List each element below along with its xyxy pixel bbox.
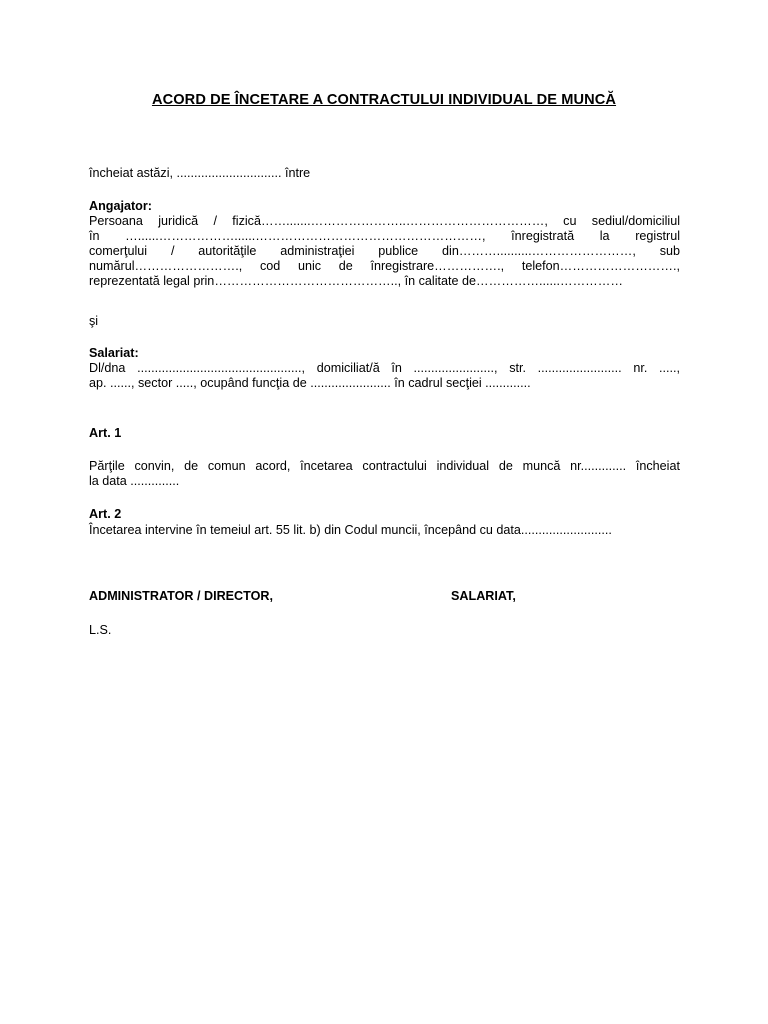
and-word: şi [89, 314, 99, 328]
signature-employee: SALARIAT, [451, 589, 516, 603]
intro-line: încheiat astăzi, .............................. între [89, 166, 311, 180]
art1-heading: Art. 1 [89, 426, 122, 440]
employer-line-4: numărul……………………., cod unic de înregistrare……………., telefon………………………., [89, 259, 680, 273]
art2-heading: Art. 2 [89, 507, 122, 521]
signature-administrator: ADMINISTRATOR / DIRECTOR, [89, 589, 274, 603]
employer-section [89, 199, 680, 289]
employer-line-5: reprezentată legal prin…………………………………….., în calitate de……………......…………… [89, 274, 623, 288]
seal-placeholder: L.S. [89, 623, 112, 637]
art1-line-2: la data .............. [89, 474, 180, 488]
employer-line-1: Persoana juridică / fizică…….......…………………..……………………………, cu sediul/domiciliul [89, 214, 680, 228]
document-title: ACORD DE ÎNCETARE A CONTRACTULUI INDIVIDUAL DE MUNCĂ [151, 92, 617, 108]
employee-label: Salariat: [89, 346, 139, 360]
employee-line-2: ap. ......, sector ....., ocupând funcţia de ....................... în cadrul secţiei ............. [89, 376, 531, 390]
employee-section [89, 346, 680, 391]
art1-body [89, 459, 680, 489]
art1-line-1: Părţile convin, de comun acord, încetarea contractului individual de muncă nr............. încheiat [89, 459, 680, 473]
employer-line-2: în …......………………......………………………………………………, înregistrată la registrul [89, 229, 680, 243]
employer-line-3: comerţului / autorităţile administraţiei publice din………..........……………………, sub [89, 244, 680, 258]
employee-line-1: Dl/dna ..............................................., domiciliat/ă în ......................., str. ........................ nr. ....., [89, 361, 680, 375]
employer-label: Angajator: [89, 199, 152, 213]
art2-text: Încetarea intervine în temeiul art. 55 lit. b) din Codul muncii, începând cu data.......................... [89, 523, 612, 537]
